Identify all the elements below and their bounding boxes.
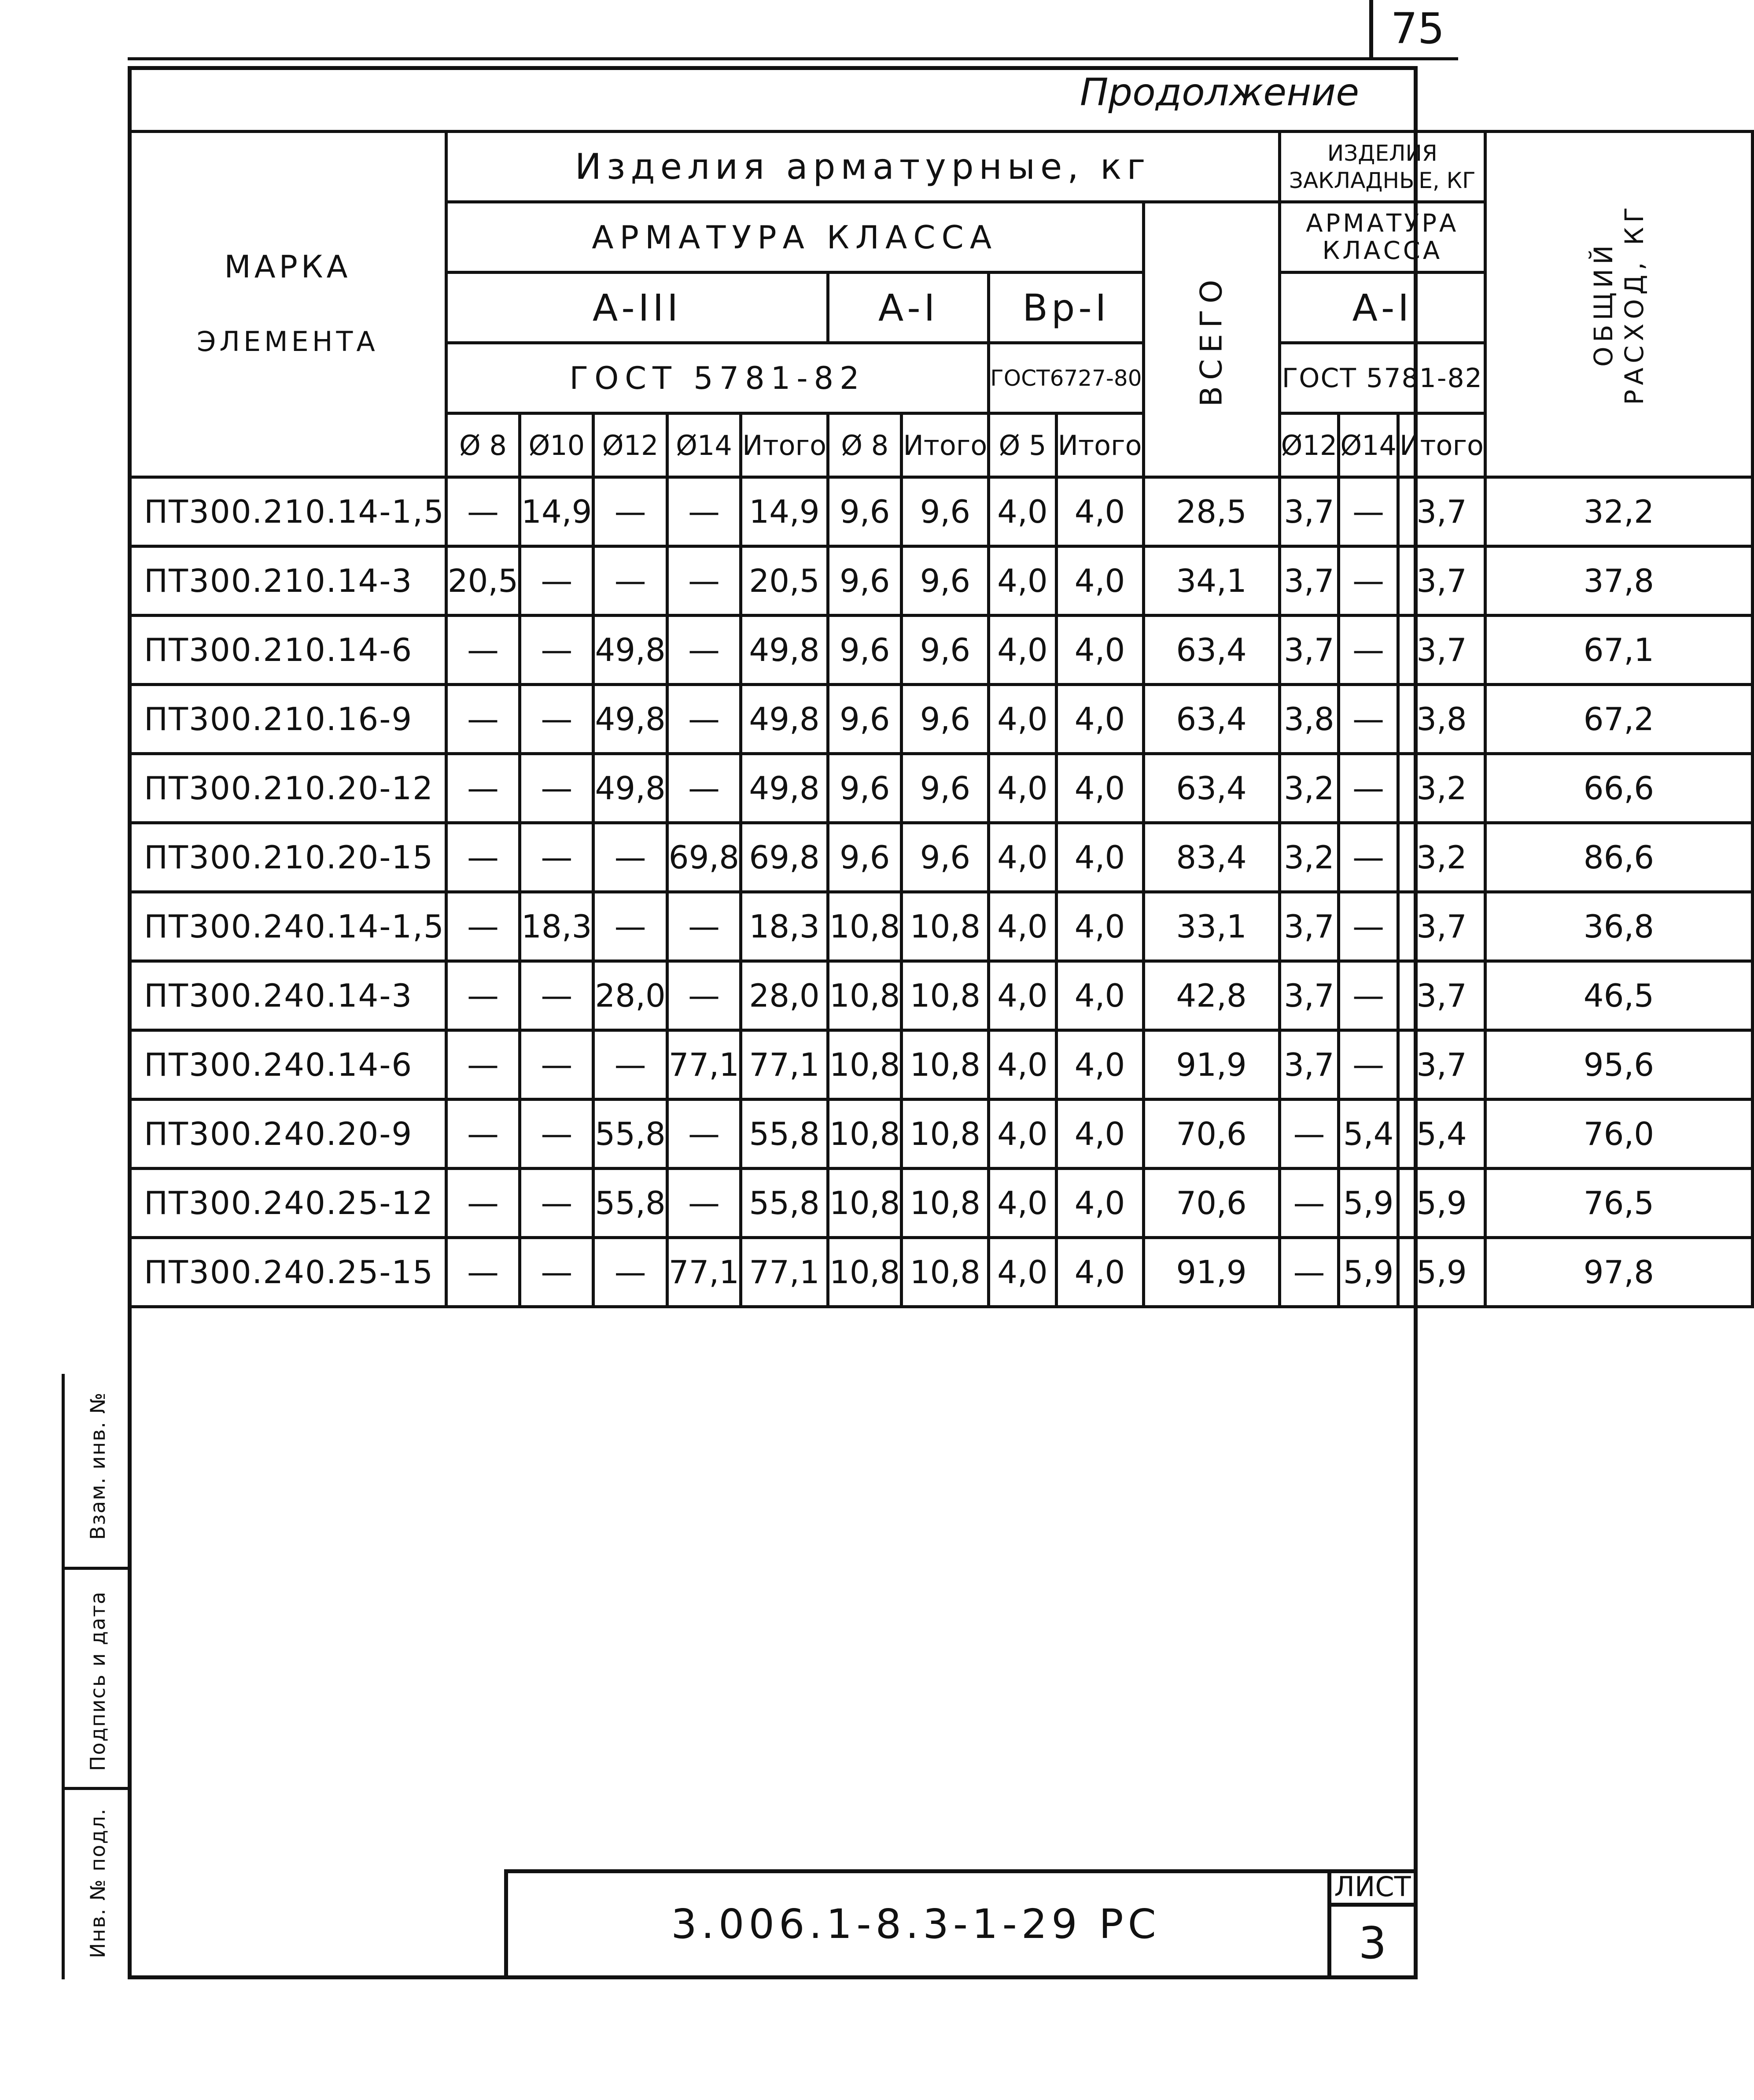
table-row: [129, 546, 1753, 616]
value-cell-a3-d8: —: [446, 616, 520, 685]
value-cell-a3-d12: —: [593, 1030, 667, 1100]
sheet-number: 3: [1358, 1917, 1387, 1969]
value-cell-a3-d12: 55,8: [593, 1100, 667, 1169]
side-stamp-strip: [62, 1374, 131, 1979]
table-row: [129, 754, 1753, 823]
element-mark-cell: ПТ300.210.16-9: [129, 685, 446, 754]
value-cell-a3-d8: —: [446, 1100, 520, 1169]
value-cell-a3-d10: —: [520, 1169, 593, 1238]
element-mark-cell: ПТ300.210.20-12: [129, 754, 446, 823]
table-row: [129, 616, 1753, 685]
value-cell-a3-total: 77,1: [741, 1030, 828, 1100]
value-cell-e-total: 3,7: [1398, 477, 1485, 546]
value-cell-vr-d5: 4,0: [989, 1169, 1056, 1238]
value-cell-a3-d12: —: [593, 477, 667, 546]
element-mark-cell: ПТ300.240.20-9: [129, 1100, 446, 1169]
mark-header: [129, 132, 446, 477]
value-cell-a1-total: 9,6: [902, 685, 989, 754]
value-cell-e-d14: —: [1339, 685, 1398, 754]
value-cell-e-total: 3,8: [1398, 685, 1485, 754]
value-cell-e-d12: 3,7: [1279, 1030, 1339, 1100]
value-cell-a1-d8: 10,8: [828, 1238, 902, 1307]
value-cell-e-total: 3,2: [1398, 823, 1485, 892]
value-cell-overall: 76,5: [1485, 1169, 1752, 1238]
value-cell-a1-total: 10,8: [902, 1100, 989, 1169]
class-a1-embedded-header: А-I: [1279, 273, 1485, 343]
total-header-text: ВСЕГО: [1194, 273, 1229, 407]
value-cell-a3-d14: —: [667, 754, 741, 823]
value-cell-a3-d8: —: [446, 892, 520, 961]
value-cell-a3-total: 18,3: [741, 892, 828, 961]
value-cell-e-d14: —: [1339, 1030, 1398, 1100]
value-cell-e-d14: —: [1339, 546, 1398, 616]
value-cell-vr-total: 4,0: [1056, 616, 1143, 685]
original-inv-label: Инв. № подл.: [86, 1808, 110, 1958]
overall-header: [1485, 132, 1752, 477]
value-cell-a1-d8: 10,8: [828, 892, 902, 961]
value-cell-a3-d10: —: [520, 754, 593, 823]
value-cell-all: 33,1: [1143, 892, 1279, 961]
value-cell-a3-d14: —: [667, 685, 741, 754]
value-cell-a3-total: 49,8: [741, 685, 828, 754]
value-cell-e-total: 5,9: [1398, 1169, 1485, 1238]
signature-date-cell: [65, 1570, 131, 1790]
element-mark-cell: ПТ300.240.25-12: [129, 1169, 446, 1238]
value-cell-e-d12: 3,7: [1279, 892, 1339, 961]
value-cell-a3-d10: —: [520, 546, 593, 616]
element-mark-cell: ПТ300.240.25-15: [129, 1238, 446, 1307]
value-cell-a1-total: 9,6: [902, 616, 989, 685]
value-cell-overall: 66,6: [1485, 754, 1752, 823]
table-row: [129, 1238, 1753, 1307]
value-cell-e-total: 3,2: [1398, 754, 1485, 823]
value-cell-all: 63,4: [1143, 685, 1279, 754]
value-cell-vr-d5: 4,0: [989, 616, 1056, 685]
replacement-inv-label: Взам. инв. №: [86, 1391, 110, 1540]
value-cell-vr-d5: 4,0: [989, 823, 1056, 892]
gost-a-header: ГОСТ 5781-82: [446, 343, 988, 413]
value-cell-a3-d14: —: [667, 477, 741, 546]
value-cell-a1-d8: 10,8: [828, 1100, 902, 1169]
value-cell-a3-d8: —: [446, 1238, 520, 1307]
value-cell-all: 91,9: [1143, 1030, 1279, 1100]
class-a3-header: А-III: [446, 273, 828, 343]
value-cell-e-d14: 5,9: [1339, 1169, 1398, 1238]
value-cell-a3-d10: —: [520, 685, 593, 754]
value-cell-overall: 32,2: [1485, 477, 1752, 546]
value-cell-vr-total: 4,0: [1056, 892, 1143, 961]
value-cell-e-d12: 3,7: [1279, 546, 1339, 616]
rebar-class-header: АРМАТУРА КЛАССА: [446, 202, 1143, 273]
subheader-cell: Ø 8: [446, 413, 520, 477]
value-cell-a1-d8: 9,6: [828, 477, 902, 546]
value-cell-a3-d8: 20,5: [446, 546, 520, 616]
value-cell-a3-d12: —: [593, 823, 667, 892]
gost-c-header: ГОСТ 5781-82: [1279, 343, 1485, 413]
class-vr1-header: Вр-I: [989, 273, 1143, 343]
element-mark-cell: ПТ300.210.20-15: [129, 823, 446, 892]
value-cell-a3-total: 14,9: [741, 477, 828, 546]
subheader-cell: Ø 5: [989, 413, 1056, 477]
table-row: [129, 1169, 1753, 1238]
value-cell-a1-d8: 10,8: [828, 961, 902, 1030]
value-cell-a3-d12: 49,8: [593, 616, 667, 685]
value-cell-e-d12: —: [1279, 1169, 1339, 1238]
value-cell-a3-d8: —: [446, 477, 520, 546]
value-cell-a3-d8: —: [446, 754, 520, 823]
subheader-cell: Итого: [1056, 413, 1143, 477]
table-row: [129, 961, 1753, 1030]
subheader-cell: Ø14: [667, 413, 741, 477]
subheader-cell: Итого: [1398, 413, 1485, 477]
value-cell-a3-d12: —: [593, 546, 667, 616]
value-cell-vr-d5: 4,0: [989, 1238, 1056, 1307]
subheader-cell: Итого: [741, 413, 828, 477]
value-cell-all: 70,6: [1143, 1169, 1279, 1238]
element-mark-cell: ПТ300.240.14-3: [129, 961, 446, 1030]
value-cell-all: 34,1: [1143, 546, 1279, 616]
value-cell-vr-total: 4,0: [1056, 1100, 1143, 1169]
top-rule: [128, 57, 1458, 60]
sheet-label: ЛИСТ: [1327, 1869, 1418, 1907]
value-cell-all: 83,4: [1143, 823, 1279, 892]
subheader-cell: Ø12: [1279, 413, 1339, 477]
mark-header-line1: МАРКА: [224, 249, 351, 285]
value-cell-vr-total: 4,0: [1056, 961, 1143, 1030]
value-cell-overall: 46,5: [1485, 961, 1752, 1030]
subheader-cell: Итого: [902, 413, 989, 477]
value-cell-e-d14: —: [1339, 823, 1398, 892]
value-cell-e-d14: —: [1339, 616, 1398, 685]
value-cell-a3-d14: —: [667, 892, 741, 961]
value-cell-e-d12: 3,7: [1279, 616, 1339, 685]
subheader-cell: Ø14: [1339, 413, 1398, 477]
value-cell-vr-total: 4,0: [1056, 754, 1143, 823]
table-row: [129, 892, 1753, 961]
value-cell-all: 63,4: [1143, 616, 1279, 685]
value-cell-a3-d12: —: [593, 892, 667, 961]
element-mark-cell: ПТ300.210.14-3: [129, 546, 446, 616]
value-cell-overall: 67,1: [1485, 616, 1752, 685]
value-cell-a3-d14: 69,8: [667, 823, 741, 892]
value-cell-all: 63,4: [1143, 754, 1279, 823]
value-cell-a3-d10: —: [520, 1100, 593, 1169]
value-cell-a3-d8: —: [446, 823, 520, 892]
value-cell-vr-total: 4,0: [1056, 1169, 1143, 1238]
value-cell-a1-total: 9,6: [902, 546, 989, 616]
signature-date-label: Подпись и дата: [86, 1591, 110, 1771]
value-cell-e-total: 5,9: [1398, 1238, 1485, 1307]
value-cell-vr-total: 4,0: [1056, 477, 1143, 546]
value-cell-vr-total: 4,0: [1056, 1030, 1143, 1100]
value-cell-a1-total: 10,8: [902, 1238, 989, 1307]
value-cell-all: 70,6: [1143, 1100, 1279, 1169]
table-row: [129, 1030, 1753, 1100]
value-cell-vr-total: 4,0: [1056, 546, 1143, 616]
value-cell-vr-d5: 4,0: [989, 961, 1056, 1030]
subheader-cell: Ø12: [593, 413, 667, 477]
page-number: 75: [1369, 0, 1462, 57]
value-cell-a3-total: 49,8: [741, 754, 828, 823]
value-cell-a3-d14: —: [667, 1169, 741, 1238]
value-cell-e-d12: —: [1279, 1100, 1339, 1169]
mark-header-line2: ЭЛЕМЕНТА: [197, 325, 379, 358]
value-cell-vr-d5: 4,0: [989, 754, 1056, 823]
value-cell-e-total: 3,7: [1398, 1030, 1485, 1100]
value-cell-a1-total: 9,6: [902, 823, 989, 892]
class-a1-header: А-I: [828, 273, 989, 343]
value-cell-vr-total: 4,0: [1056, 1238, 1143, 1307]
value-cell-e-total: 3,7: [1398, 616, 1485, 685]
value-cell-a3-d14: —: [667, 1100, 741, 1169]
replacement-inv-cell: [65, 1374, 131, 1570]
value-cell-a1-total: 9,6: [902, 754, 989, 823]
value-cell-a3-d8: —: [446, 1169, 520, 1238]
value-cell-e-d14: —: [1339, 754, 1398, 823]
value-cell-a3-d12: —: [593, 1238, 667, 1307]
value-cell-e-total: 3,7: [1398, 892, 1485, 961]
value-cell-a3-d10: —: [520, 1238, 593, 1307]
element-mark-cell: ПТ300.210.14-1,5: [129, 477, 446, 546]
overall-header-text: ОБЩИЙ РАСХОД, КГ: [1588, 203, 1649, 405]
value-cell-vr-total: 4,0: [1056, 823, 1143, 892]
value-cell-e-d12: 3,2: [1279, 823, 1339, 892]
table-row: [129, 1100, 1753, 1169]
value-cell-a3-d14: 77,1: [667, 1238, 741, 1307]
value-cell-e-d12: 3,7: [1279, 961, 1339, 1030]
value-cell-a1-d8: 9,6: [828, 823, 902, 892]
value-cell-a1-total: 9,6: [902, 477, 989, 546]
value-cell-a3-d10: —: [520, 823, 593, 892]
value-cell-overall: 95,6: [1485, 1030, 1752, 1100]
subheader-cell: Ø 8: [828, 413, 902, 477]
value-cell-a1-total: 10,8: [902, 1169, 989, 1238]
value-cell-a1-d8: 9,6: [828, 546, 902, 616]
value-cell-a1-total: 10,8: [902, 1030, 989, 1100]
value-cell-a1-d8: 9,6: [828, 754, 902, 823]
total-header: [1143, 202, 1279, 477]
value-cell-a3-d12: 28,0: [593, 961, 667, 1030]
value-cell-a3-d8: —: [446, 685, 520, 754]
value-cell-vr-d5: 4,0: [989, 477, 1056, 546]
value-cell-overall: 97,8: [1485, 1238, 1752, 1307]
value-cell-overall: 36,8: [1485, 892, 1752, 961]
value-cell-overall: 37,8: [1485, 546, 1752, 616]
value-cell-a3-d12: 49,8: [593, 754, 667, 823]
value-cell-vr-d5: 4,0: [989, 1100, 1056, 1169]
value-cell-e-d14: —: [1339, 892, 1398, 961]
value-cell-overall: 86,6: [1485, 823, 1752, 892]
element-mark-cell: ПТ300.240.14-1,5: [129, 892, 446, 961]
value-cell-a3-d14: —: [667, 546, 741, 616]
value-cell-a3-total: 55,8: [741, 1100, 828, 1169]
value-cell-a3-d14: 77,1: [667, 1030, 741, 1100]
value-cell-a3-total: 49,8: [741, 616, 828, 685]
value-cell-a1-total: 10,8: [902, 961, 989, 1030]
value-cell-overall: 76,0: [1485, 1100, 1752, 1169]
value-cell-e-total: 5,4: [1398, 1100, 1485, 1169]
value-cell-a1-d8: 9,6: [828, 685, 902, 754]
value-cell-e-total: 3,7: [1398, 961, 1485, 1030]
value-cell-e-d14: —: [1339, 961, 1398, 1030]
embedded-rebar-class-header: АРМАТУРА КЛАССА: [1279, 202, 1485, 273]
value-cell-a3-d10: —: [520, 1030, 593, 1100]
rebar-consumption-table: [128, 130, 1754, 1308]
value-cell-vr-d5: 4,0: [989, 1030, 1056, 1100]
value-cell-vr-d5: 4,0: [989, 546, 1056, 616]
embedded-products-header: ИЗДЕЛИЯ ЗАКЛАДНЫЕ, КГ: [1279, 132, 1485, 202]
value-cell-a3-d14: —: [667, 961, 741, 1030]
value-cell-all: 91,9: [1143, 1238, 1279, 1307]
value-cell-vr-d5: 4,0: [989, 685, 1056, 754]
gost-b-header: ГОСТ6727-80: [989, 343, 1143, 413]
value-cell-a3-total: 20,5: [741, 546, 828, 616]
value-cell-e-d14: 5,9: [1339, 1238, 1398, 1307]
value-cell-a3-d14: —: [667, 616, 741, 685]
value-cell-a1-d8: 9,6: [828, 616, 902, 685]
value-cell-all: 42,8: [1143, 961, 1279, 1030]
value-cell-a3-total: 69,8: [741, 823, 828, 892]
value-cell-all: 28,5: [1143, 477, 1279, 546]
value-cell-a1-total: 10,8: [902, 892, 989, 961]
value-cell-a3-d8: —: [446, 961, 520, 1030]
value-cell-vr-total: 4,0: [1056, 685, 1143, 754]
value-cell-e-d12: —: [1279, 1238, 1339, 1307]
value-cell-a3-total: 28,0: [741, 961, 828, 1030]
value-cell-a3-d10: —: [520, 616, 593, 685]
value-cell-a3-total: 77,1: [741, 1238, 828, 1307]
value-cell-e-d12: 3,8: [1279, 685, 1339, 754]
subheader-cell: Ø10: [520, 413, 593, 477]
value-cell-e-d12: 3,2: [1279, 754, 1339, 823]
table-row: [129, 685, 1753, 754]
value-cell-a3-d12: 55,8: [593, 1169, 667, 1238]
element-mark-cell: ПТ300.210.14-6: [129, 616, 446, 685]
value-cell-a3-d8: —: [446, 1030, 520, 1100]
value-cell-overall: 67,2: [1485, 685, 1752, 754]
continuation-label: Продолжение: [1080, 70, 1360, 114]
value-cell-a1-d8: 10,8: [828, 1169, 902, 1238]
value-cell-a3-d10: 14,9: [520, 477, 593, 546]
table-row: [129, 823, 1753, 892]
value-cell-a3-d10: —: [520, 961, 593, 1030]
value-cell-e-d14: —: [1339, 477, 1398, 546]
element-mark-cell: ПТ300.240.14-6: [129, 1030, 446, 1100]
value-cell-a3-d12: 49,8: [593, 685, 667, 754]
value-cell-a3-d10: 18,3: [520, 892, 593, 961]
value-cell-vr-d5: 4,0: [989, 892, 1056, 961]
value-cell-a1-d8: 10,8: [828, 1030, 902, 1100]
document-code: 3.006.1-8.3-1-29 РС: [671, 1901, 1161, 1948]
value-cell-a3-total: 55,8: [741, 1169, 828, 1238]
original-inv-cell: [65, 1790, 131, 1979]
value-cell-e-d14: 5,4: [1339, 1100, 1398, 1169]
rebar-products-header: Изделия арматурные, кг: [446, 132, 1279, 202]
value-cell-e-d12: 3,7: [1279, 477, 1339, 546]
table-row: [129, 477, 1753, 546]
value-cell-e-total: 3,7: [1398, 546, 1485, 616]
